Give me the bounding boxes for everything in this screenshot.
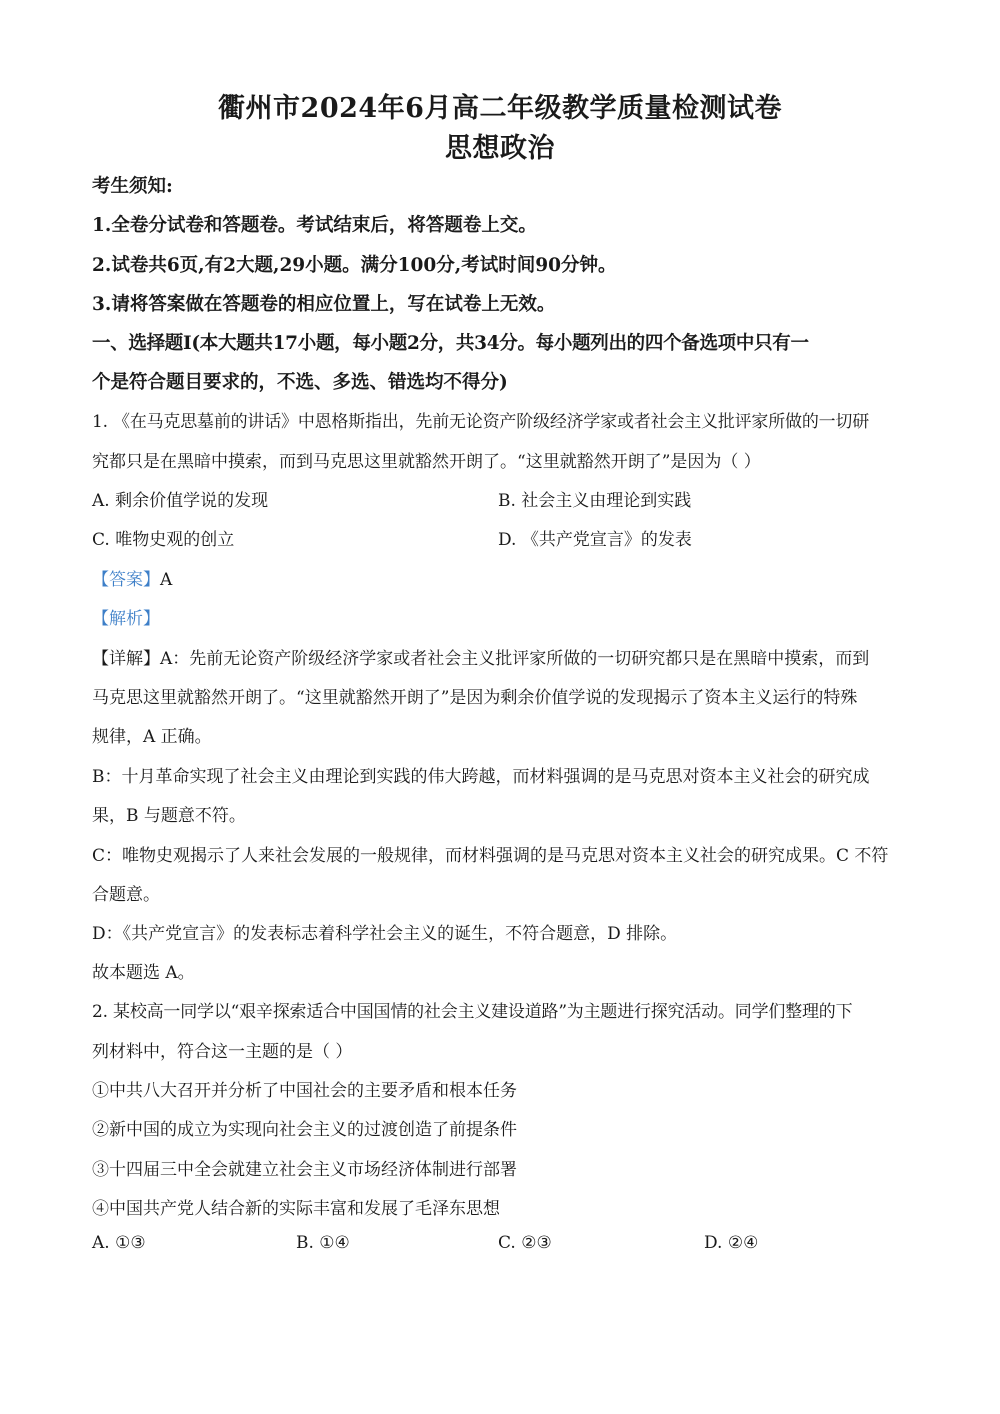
q1-detail-text: 合题意。	[92, 885, 160, 905]
notice-item: 3.请将答案做在答题卷的相应位置上，写在试卷上无效。	[92, 294, 556, 315]
q1-stem: 1. 《在马克思墓前的讲话》中恩格斯指出，先前无论资产阶级经济学家或者社会主义批评家所做的一切研	[92, 412, 870, 432]
q2-item: ④中国共产党人结合新的实际丰富和发展了毛泽东思想	[92, 1199, 500, 1219]
q2-item: ①中共八大召开并分析了中国社会的主要矛盾和根本任务	[92, 1081, 517, 1101]
detail-tag: 【详解】	[92, 649, 160, 669]
q1-option-b: B. 社会主义由理论到实践	[498, 491, 692, 511]
q1-detail-line	[92, 644, 912, 669]
q1-answer: A	[160, 570, 173, 590]
q1-conclusion: 故本题选 A。	[92, 963, 195, 983]
q1-detail-text: 果，B 与题意不符。	[92, 806, 246, 826]
q1-detail-text: C：唯物史观揭示了人来社会发展的一般规律，而材料强调的是马克思对资本主义社会的研究成果。C 不符	[92, 846, 889, 866]
notice-item: 2.试卷共6页,有2大题,29小题。满分100分,考试时间90分钟。	[92, 255, 617, 276]
section-heading: 一、选择题Ⅰ(本大题共17小题，每小题2分，共34分。每小题列出的四个备选项中只有一	[92, 333, 809, 354]
q1-detail-text: 规律，A 正确。	[92, 727, 212, 747]
analysis-tag: 【解析】	[92, 609, 160, 629]
q2-option-c: C. ②③	[498, 1233, 552, 1253]
q1-detail-text: A：先前无论资产阶级经济学家或者社会主义批评家所做的一切研究都只是在黑暗中摸索，而到	[160, 649, 870, 669]
q2-item: ②新中国的成立为实现向社会主义的过渡创造了前提条件	[92, 1120, 517, 1140]
q2-stem: 2. 某校高一同学以“艰辛探索适合中国国情的社会主义建设道路”为主题进行探究活动。同学们整理的下	[92, 1002, 853, 1022]
q1-detail-text: D：《共产党宣言》的发表标志着科学社会主义的诞生，不符合题意，D 排除。	[92, 924, 678, 944]
q2-option-b: B. ①④	[296, 1233, 350, 1253]
q2-option-d: D. ②④	[704, 1233, 759, 1253]
q1-option-d: D. 《共产党宣言》的发表	[498, 530, 692, 550]
q2-stem-cont: 列材料中，符合这一主题的是（ ）	[92, 1042, 353, 1062]
q1-answer-line	[92, 565, 912, 590]
q2-item: ③十四届三中全会就建立社会主义市场经济体制进行部署	[92, 1160, 517, 1180]
q2-option-a: A. ①③	[92, 1233, 146, 1253]
exam-subject: 思想政治	[445, 133, 555, 164]
q1-detail-text: B：十月革命实现了社会主义由理论到实践的伟大跨越，而材料强调的是马克思对资本主义社会的研究成	[92, 767, 870, 787]
q1-option-c: C. 唯物史观的创立	[92, 530, 235, 550]
q1-detail-text: 马克思这里就豁然开朗了。“这里就豁然开朗了”是因为剩余价值学说的发现揭示了资本主义运行的特殊	[92, 688, 858, 708]
notice-item: 1.全卷分试卷和答题卷。考试结束后，将答题卷上交。	[92, 215, 537, 236]
notice-heading: 考生须知:	[92, 176, 173, 197]
answer-tag: 【答案】	[92, 570, 160, 590]
section-heading-cont: 个是符合题目要求的，不选、多选、错选均不得分)	[92, 372, 508, 393]
exam-title: 衢州市2024年6月高二年级教学质量检测试卷	[218, 93, 782, 124]
q1-analysis-line	[92, 604, 912, 629]
q1-option-a: A. 剩余价值学说的发现	[92, 491, 269, 511]
q1-stem-cont: 究都只是在黑暗中摸索，而到马克思这里就豁然开朗了。“这里就豁然开朗了”是因为（ ）	[92, 452, 761, 472]
